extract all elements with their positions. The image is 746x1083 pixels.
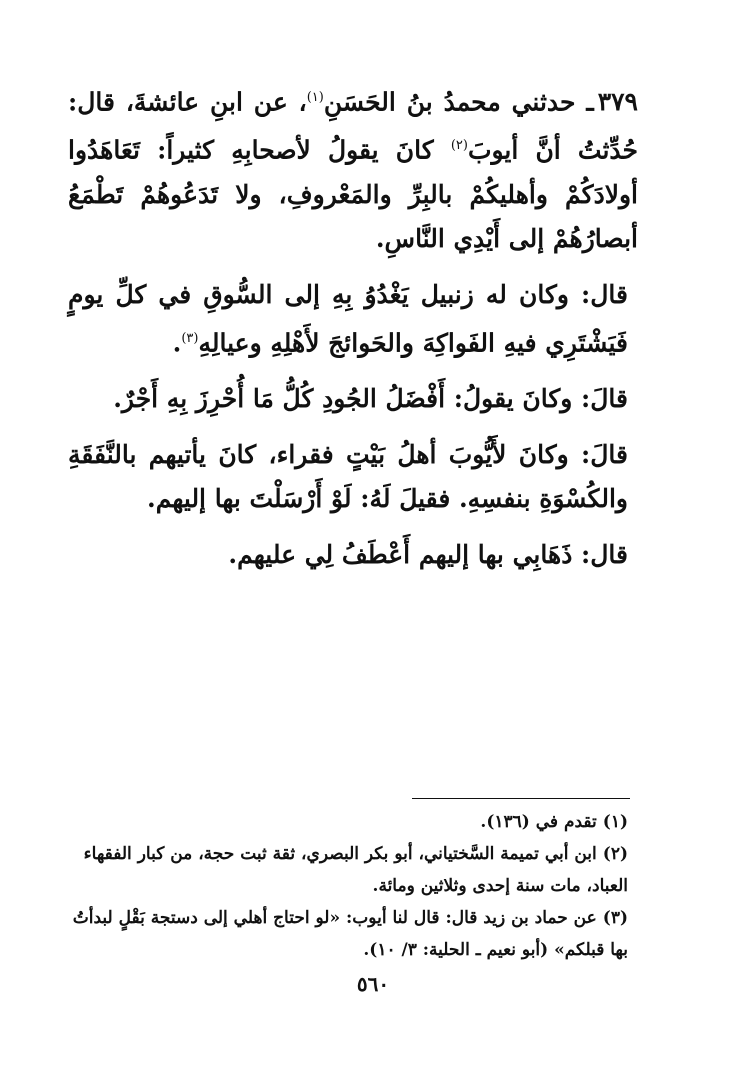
paragraph-end: . bbox=[172, 327, 182, 357]
footnote-1 bbox=[68, 806, 628, 838]
hadith-paragraph-3 bbox=[68, 377, 628, 421]
paragraph-text: قال: وكان له زنبيل يَغْدُوُ بِهِ إلى السُّوقِ في كلِّ يومٍ فَيَشْتَرِي فيهِ الفَواكِهَ والحَوائجَ لأَهْلِهِ وعيالِهِ bbox=[68, 279, 628, 357]
footnote-3 bbox=[68, 902, 628, 934]
paragraph-text: قال: ذَهَابِي بها إليهم أَعْطَفُ لِي عليهم. bbox=[228, 539, 628, 569]
paragraph-text: قالَ: وكانَ يقولُ: أَفْضَلُ الجُودِ كُلُّ مَا أُحْرِزَ بِهِ أَجْرٌ. bbox=[113, 383, 628, 413]
hadith-text-rest: كانَ يقولُ لأصحابِهِ كثيراً: تَعَاهَدُوا أولادَكُمْ وأهليكُمْ بالبِرِّ والمَعْروفِ، ولا تَدَعُوهُمْ تَطْمَعُ أبصارُهُمْ إلى أَيْدِي النَّاسِ. bbox=[68, 135, 638, 253]
footnote-3-continued: بها قبلكم» (أبو نعيم ـ الحلية: ٣/ ١٠). bbox=[363, 940, 628, 960]
footnote-2-continued: العباد، مات سنة إحدى وثلاثين ومائة. bbox=[372, 876, 628, 896]
footnotes-block bbox=[68, 806, 628, 966]
hadith-number: ٣٧٩ bbox=[597, 87, 638, 117]
hadith-paragraph-2 bbox=[68, 273, 628, 365]
footnote-number: (٣) bbox=[602, 908, 628, 928]
footnote-number: (١) bbox=[602, 812, 628, 832]
page-number: ٥٦٠ bbox=[356, 972, 390, 996]
footnote-text: تقدم في (١٣٦). bbox=[480, 812, 597, 832]
footnote-ref-1[interactable]: (١) bbox=[306, 90, 324, 105]
hadith-paragraph-5 bbox=[68, 533, 628, 577]
hadith-paragraph-1 bbox=[68, 76, 638, 261]
footnote-ref-2[interactable]: (٢) bbox=[450, 138, 468, 154]
footnote-text: ابن أبي تميمة السَّختياني، أبو بكر البصري، ثقة ثبت حجة، من كبار الفقهاء bbox=[83, 844, 597, 864]
footnote-number: (٢) bbox=[602, 844, 628, 864]
hadith-lead: ـ حدثني محمدُ بنُ الحَسَنِ bbox=[323, 87, 594, 117]
paragraph-text: قالَ: وكانَ لأَيُّوبَ أهلُ بَيْتٍ فقراء، كانَ يأتيهم بالنَّفَقَةِ والكُسْوَةِ بنفسِهِ. فقيلَ لَهُ: لَوْ أَرْسَلْتَ بها إليهم. bbox=[68, 439, 628, 513]
footnote-2 bbox=[68, 838, 628, 870]
footnote-text: عن حماد بن زيد قال: قال لنا أيوب: «لو احتاج أهلي إلى دستجة بَقْلٍ لبدأتُ bbox=[72, 908, 597, 928]
footnote-divider bbox=[412, 798, 630, 799]
hadith-text-block bbox=[68, 76, 638, 589]
hadith-paragraph-4 bbox=[68, 433, 628, 521]
footnote-ref-3[interactable]: (٣) bbox=[181, 330, 199, 346]
hadith-text-mid: ، عن ابنِ عائشةَ، قال: حُدِّثتُ أنَّ أيوبَ bbox=[68, 87, 638, 165]
